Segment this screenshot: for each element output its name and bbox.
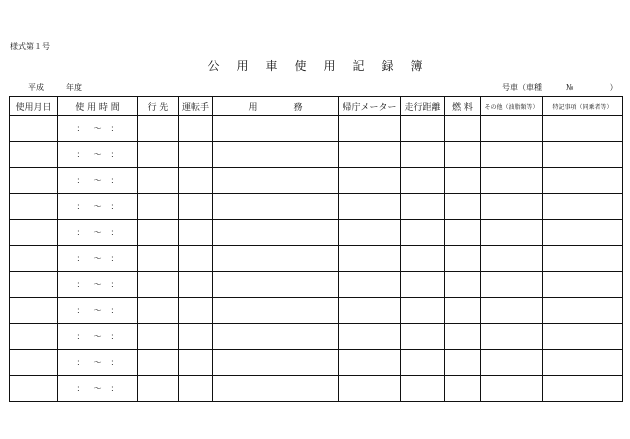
cell-other[interactable]: [481, 194, 543, 220]
time-start-colon: ：: [76, 306, 85, 315]
time-start-colon: ：: [76, 280, 85, 289]
cell-destination[interactable]: [138, 194, 179, 220]
time-range-separator: ～: [93, 254, 102, 263]
cell-driver[interactable]: [179, 298, 213, 324]
vehicle-label-prefix: 号車（車種: [502, 83, 542, 92]
cell-fuel[interactable]: [445, 220, 481, 246]
table-row: [10, 220, 623, 246]
cell-fuel[interactable]: [445, 272, 481, 298]
cell-time[interactable]: [58, 116, 138, 142]
cell-distance[interactable]: [401, 168, 445, 194]
table-row: [10, 142, 623, 168]
time-range-separator: ～: [93, 358, 102, 367]
cell-date[interactable]: [10, 376, 58, 402]
col-header-notes: 特記事項（同乗者等）: [543, 97, 623, 116]
cell-driver[interactable]: [179, 350, 213, 376]
col-header-destination: 行 先: [138, 97, 179, 116]
cell-fuel[interactable]: [445, 142, 481, 168]
vehicle-no-label: №: [566, 83, 574, 92]
cell-other[interactable]: [481, 298, 543, 324]
cell-fuel[interactable]: [445, 350, 481, 376]
cell-return-meter[interactable]: [339, 350, 401, 376]
cell-time[interactable]: [58, 376, 138, 402]
cell-date[interactable]: [10, 116, 58, 142]
cell-destination[interactable]: [138, 246, 179, 272]
table-row: [10, 298, 623, 324]
cell-destination[interactable]: [138, 376, 179, 402]
time-start-colon: ：: [76, 202, 85, 211]
col-header-fuel: 燃 料: [445, 97, 481, 116]
usage-log-table: [9, 96, 623, 402]
time-end-colon: ：: [110, 358, 119, 367]
time-end-colon: ：: [110, 228, 119, 237]
time-range-separator: ～: [93, 280, 102, 289]
time-end-colon: ：: [110, 254, 119, 263]
cell-distance[interactable]: [401, 194, 445, 220]
cell-return-meter[interactable]: [339, 142, 401, 168]
cell-return-meter[interactable]: [339, 324, 401, 350]
cell-fuel[interactable]: [445, 246, 481, 272]
cell-destination[interactable]: [138, 168, 179, 194]
time-start-colon: ：: [76, 124, 85, 133]
cell-driver[interactable]: [179, 168, 213, 194]
cell-time[interactable]: [58, 350, 138, 376]
cell-date[interactable]: [10, 194, 58, 220]
usage-log-body: [10, 116, 623, 402]
cell-purpose[interactable]: [213, 272, 339, 298]
table-row: [10, 376, 623, 402]
cell-destination[interactable]: [138, 272, 179, 298]
cell-notes[interactable]: [543, 194, 623, 220]
cell-notes[interactable]: [543, 272, 623, 298]
time-range-separator: ～: [93, 306, 102, 315]
cell-driver[interactable]: [179, 324, 213, 350]
col-header-other: その他（油脂類等）: [481, 97, 543, 116]
cell-notes[interactable]: [543, 246, 623, 272]
cell-time[interactable]: [58, 298, 138, 324]
cell-date[interactable]: [10, 142, 58, 168]
cell-return-meter[interactable]: [339, 246, 401, 272]
time-end-colon: ：: [110, 306, 119, 315]
cell-notes[interactable]: [543, 116, 623, 142]
era-label: 平成: [28, 83, 44, 92]
cell-date[interactable]: [10, 220, 58, 246]
cell-distance[interactable]: [401, 350, 445, 376]
cell-purpose[interactable]: [213, 220, 339, 246]
cell-purpose[interactable]: [213, 376, 339, 402]
cell-date[interactable]: [10, 246, 58, 272]
vehicle-label-suffix: ）: [609, 83, 618, 92]
cell-notes[interactable]: [543, 350, 623, 376]
table-row: [10, 350, 623, 376]
fiscal-year-label: 年度: [66, 83, 82, 92]
cell-fuel[interactable]: [445, 324, 481, 350]
cell-return-meter[interactable]: [339, 272, 401, 298]
cell-notes[interactable]: [543, 298, 623, 324]
time-start-colon: ：: [76, 384, 85, 393]
cell-time[interactable]: [58, 246, 138, 272]
cell-date[interactable]: [10, 324, 58, 350]
time-end-colon: ：: [110, 202, 119, 211]
cell-time[interactable]: [58, 168, 138, 194]
cell-driver[interactable]: [179, 142, 213, 168]
time-start-colon: ：: [76, 358, 85, 367]
cell-notes[interactable]: [543, 376, 623, 402]
table-row: [10, 272, 623, 298]
col-header-driver: 運転手: [179, 97, 213, 116]
cell-return-meter[interactable]: [339, 220, 401, 246]
cell-other[interactable]: [481, 376, 543, 402]
cell-return-meter[interactable]: [339, 116, 401, 142]
time-range-separator: ～: [93, 332, 102, 341]
time-range-separator: ～: [93, 124, 102, 133]
cell-time[interactable]: [58, 324, 138, 350]
cell-distance[interactable]: [401, 220, 445, 246]
time-end-colon: ：: [110, 332, 119, 341]
document-title: 公用車使用記録簿: [207, 59, 440, 73]
cell-destination[interactable]: [138, 142, 179, 168]
cell-purpose[interactable]: [213, 350, 339, 376]
cell-fuel[interactable]: [445, 298, 481, 324]
time-end-colon: ：: [110, 384, 119, 393]
cell-fuel[interactable]: [445, 168, 481, 194]
cell-return-meter[interactable]: [339, 298, 401, 324]
time-end-colon: ：: [110, 124, 119, 133]
cell-time[interactable]: [58, 220, 138, 246]
cell-destination[interactable]: [138, 324, 179, 350]
cell-distance[interactable]: [401, 142, 445, 168]
col-header-distance: 走行距離: [401, 97, 445, 116]
col-header-date: 使用月日: [10, 97, 58, 116]
time-end-colon: ：: [110, 150, 119, 159]
cell-fuel[interactable]: [445, 116, 481, 142]
time-range-separator: ～: [93, 228, 102, 237]
cell-distance[interactable]: [401, 298, 445, 324]
cell-other[interactable]: [481, 246, 543, 272]
cell-notes[interactable]: [543, 220, 623, 246]
col-header-return-meter: 帰庁メーター: [339, 97, 401, 116]
time-start-colon: ：: [76, 332, 85, 341]
time-start-colon: ：: [76, 228, 85, 237]
cell-other[interactable]: [481, 324, 543, 350]
cell-date[interactable]: [10, 298, 58, 324]
time-range-separator: ～: [93, 150, 102, 159]
time-range-separator: ～: [93, 176, 102, 185]
cell-other[interactable]: [481, 116, 543, 142]
cell-purpose[interactable]: [213, 168, 339, 194]
cell-time[interactable]: [58, 194, 138, 220]
cell-driver[interactable]: [179, 116, 213, 142]
time-range-separator: ～: [93, 384, 102, 393]
cell-other[interactable]: [481, 220, 543, 246]
cell-distance[interactable]: [401, 116, 445, 142]
cell-purpose[interactable]: [213, 298, 339, 324]
table-row: [10, 116, 623, 142]
cell-date[interactable]: [10, 272, 58, 298]
form-number: 様式第１号: [10, 42, 50, 51]
cell-other[interactable]: [481, 168, 543, 194]
cell-date[interactable]: [10, 168, 58, 194]
cell-other[interactable]: [481, 350, 543, 376]
cell-notes[interactable]: [543, 168, 623, 194]
cell-return-meter[interactable]: [339, 168, 401, 194]
cell-destination[interactable]: [138, 116, 179, 142]
cell-distance[interactable]: [401, 324, 445, 350]
cell-distance[interactable]: [401, 272, 445, 298]
cell-driver[interactable]: [179, 376, 213, 402]
cell-purpose[interactable]: [213, 194, 339, 220]
header-row: [10, 97, 623, 116]
cell-purpose[interactable]: [213, 246, 339, 272]
cell-other[interactable]: [481, 142, 543, 168]
cell-destination[interactable]: [138, 220, 179, 246]
time-end-colon: ：: [110, 280, 119, 289]
cell-time[interactable]: [58, 272, 138, 298]
time-start-colon: ：: [76, 150, 85, 159]
cell-purpose[interactable]: [213, 142, 339, 168]
table-row: [10, 324, 623, 350]
cell-destination[interactable]: [138, 298, 179, 324]
cell-time[interactable]: [58, 142, 138, 168]
cell-driver[interactable]: [179, 272, 213, 298]
cell-driver[interactable]: [179, 194, 213, 220]
cell-destination[interactable]: [138, 350, 179, 376]
cell-other[interactable]: [481, 272, 543, 298]
col-header-time: 使 用 時 間: [58, 97, 138, 116]
cell-date[interactable]: [10, 350, 58, 376]
table-row: [10, 194, 623, 220]
table-row: [10, 168, 623, 194]
cell-distance[interactable]: [401, 376, 445, 402]
cell-distance[interactable]: [401, 246, 445, 272]
table-row: [10, 246, 623, 272]
col-header-purpose: 用 務: [213, 97, 339, 116]
cell-fuel[interactable]: [445, 194, 481, 220]
cell-driver[interactable]: [179, 220, 213, 246]
vehicle-number-field: [502, 82, 618, 93]
cell-driver[interactable]: [179, 246, 213, 272]
cell-return-meter[interactable]: [339, 376, 401, 402]
cell-fuel[interactable]: [445, 376, 481, 402]
time-end-colon: ：: [110, 176, 119, 185]
cell-return-meter[interactable]: [339, 194, 401, 220]
cell-notes[interactable]: [543, 142, 623, 168]
cell-purpose[interactable]: [213, 116, 339, 142]
cell-notes[interactable]: [543, 324, 623, 350]
time-range-separator: ～: [93, 202, 102, 211]
time-start-colon: ：: [76, 254, 85, 263]
time-start-colon: ：: [76, 176, 85, 185]
cell-purpose[interactable]: [213, 324, 339, 350]
